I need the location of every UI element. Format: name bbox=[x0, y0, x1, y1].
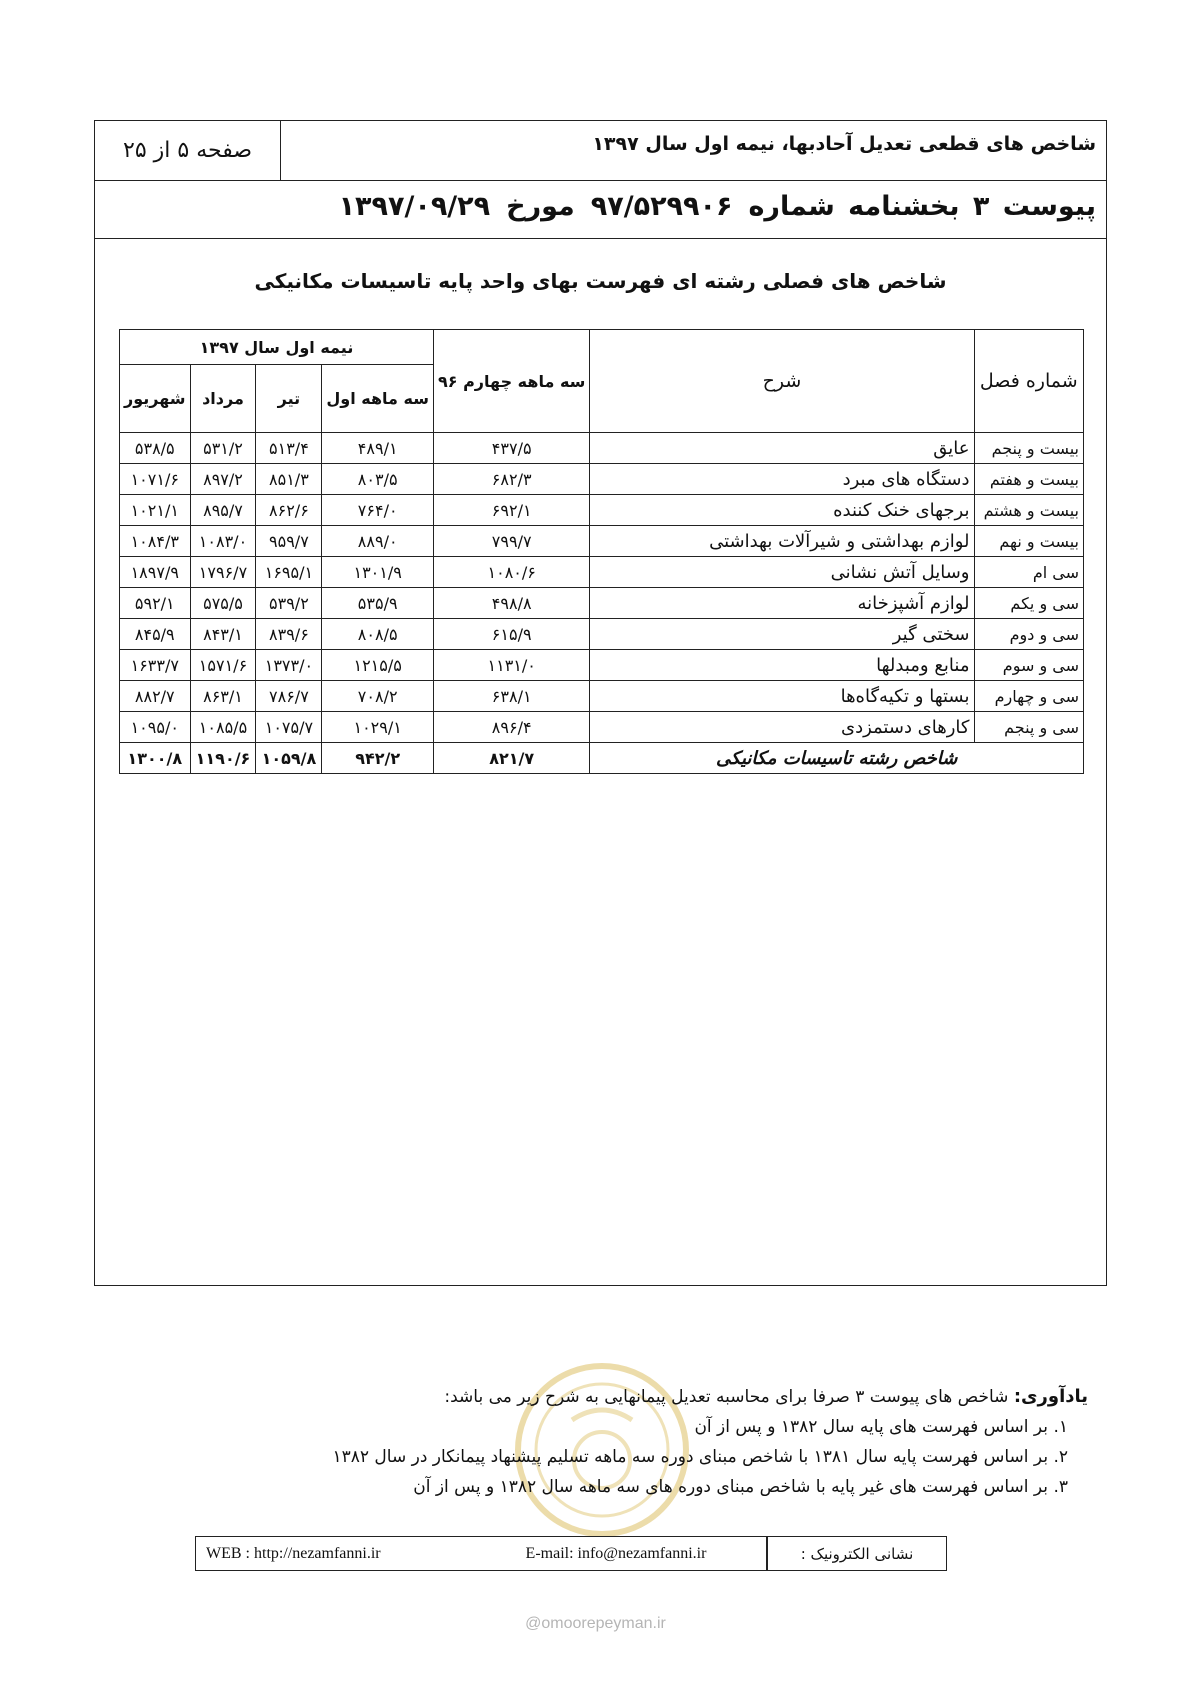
description-cell: بستها و تکیه‌گاه‌ها bbox=[590, 681, 974, 712]
q4-96-cell: ۱۱۳۱/۰ bbox=[433, 650, 589, 681]
q1-cell: ۸۰۳/۵ bbox=[322, 464, 434, 495]
total-label: شاخص رشته تاسیسات مکانیکی bbox=[590, 743, 1084, 774]
table-row bbox=[120, 495, 1084, 526]
table-row bbox=[120, 650, 1084, 681]
tir-cell: ۵۱۳/۴ bbox=[256, 433, 322, 464]
note-item: ۲. بر اساس فهرست پایه سال ۱۳۸۱ با شاخص مبنای دوره سه ماهه تسلیم پیشنهاد پیمانکار در سال ۱۳۸۲ bbox=[332, 1447, 1068, 1467]
table-row bbox=[120, 619, 1084, 650]
document-title: شاخص های قطعی تعدیل آحادبها، نیمه اول سال ۱۳۹۷ bbox=[592, 133, 1096, 155]
q1-cell: ۸۰۸/۵ bbox=[322, 619, 434, 650]
index-table bbox=[119, 329, 1084, 774]
table-row bbox=[120, 588, 1084, 619]
header-tir: تیر bbox=[256, 365, 322, 433]
announcement-prefix: پیوست ۳ بخشنامه شماره bbox=[748, 191, 1096, 222]
shahrivar-cell: ۱۶۳۳/۷ bbox=[120, 650, 191, 681]
table-row bbox=[120, 433, 1084, 464]
description-cell: منابع ومبدلها bbox=[590, 650, 974, 681]
q4-96-cell: ۶۱۵/۹ bbox=[433, 619, 589, 650]
mordad-cell: ۸۶۳/۱ bbox=[190, 681, 256, 712]
q1-cell: ۱۲۱۵/۵ bbox=[322, 650, 434, 681]
chapter-cell: سی و پنجم bbox=[974, 712, 1084, 743]
announcement-row bbox=[95, 181, 1106, 239]
chapter-cell: سی و چهارم bbox=[974, 681, 1084, 712]
description-cell: عایق bbox=[590, 433, 974, 464]
total-q1: ۹۴۲/۲ bbox=[322, 743, 434, 774]
notes-lead: یادآوری: bbox=[1013, 1386, 1088, 1407]
header-mordad: مرداد bbox=[190, 365, 256, 433]
email-link[interactable]: E-mail: info@nezamfanni.ir bbox=[466, 1537, 767, 1570]
shahrivar-cell: ۵۳۸/۵ bbox=[120, 433, 191, 464]
q4-96-cell: ۴۹۸/۸ bbox=[433, 588, 589, 619]
mordad-cell: ۱۵۷۱/۶ bbox=[190, 650, 256, 681]
mordad-cell: ۸۴۳/۱ bbox=[190, 619, 256, 650]
tir-cell: ۱۶۹۵/۱ bbox=[256, 557, 322, 588]
description-cell: دستگاه های مبرد bbox=[590, 464, 974, 495]
tir-cell: ۱۳۷۳/۰ bbox=[256, 650, 322, 681]
total-tir: ۱۰۵۹/۸ bbox=[256, 743, 322, 774]
q4-96-cell: ۶۳۸/۱ bbox=[433, 681, 589, 712]
announcement bbox=[323, 191, 1096, 222]
notes-intro-line bbox=[188, 1382, 1088, 1412]
header-chapter: شماره فصل bbox=[974, 330, 1084, 433]
chapter-cell: سی و دوم bbox=[974, 619, 1084, 650]
index-table-wrapper bbox=[119, 329, 1084, 774]
note-item: ۱. بر اساس فهرست های پایه سال ۱۳۸۲ و پس از آن bbox=[694, 1417, 1068, 1437]
chapter-cell: بیست و هفتم bbox=[974, 464, 1084, 495]
table-row bbox=[120, 557, 1084, 588]
mordad-cell: ۵۳۱/۲ bbox=[190, 433, 256, 464]
mordad-cell: ۱۰۸۳/۰ bbox=[190, 526, 256, 557]
tir-cell: ۵۳۹/۲ bbox=[256, 588, 322, 619]
chapter-cell: سی ام bbox=[974, 557, 1084, 588]
total-row bbox=[120, 743, 1084, 774]
mordad-cell: ۸۹۷/۲ bbox=[190, 464, 256, 495]
shahrivar-cell: ۵۹۲/۱ bbox=[120, 588, 191, 619]
q4-96-cell: ۶۸۲/۳ bbox=[433, 464, 589, 495]
q1-cell: ۷۰۸/۲ bbox=[322, 681, 434, 712]
description-cell: برجهای خنک کننده bbox=[590, 495, 974, 526]
q4-96-cell: ۷۹۹/۷ bbox=[433, 526, 589, 557]
notes-section bbox=[188, 1382, 1088, 1502]
description-cell: وسایل آتش نشانی bbox=[590, 557, 974, 588]
table-row bbox=[120, 681, 1084, 712]
table-row bbox=[120, 464, 1084, 495]
header-row bbox=[95, 121, 1106, 181]
table-body bbox=[120, 433, 1084, 774]
contact-label: نشانی الکترونیک : bbox=[767, 1537, 946, 1570]
tir-cell: ۱۰۷۵/۷ bbox=[256, 712, 322, 743]
q4-96-cell: ۱۰۸۰/۶ bbox=[433, 557, 589, 588]
q4-96-cell: ۴۳۷/۵ bbox=[433, 433, 589, 464]
page-number: صفحه ۵ از ۲۵ bbox=[95, 121, 281, 180]
mordad-cell: ۱۰۸۵/۵ bbox=[190, 712, 256, 743]
tir-cell: ۸۳۹/۶ bbox=[256, 619, 322, 650]
notes-intro: شاخص های پیوست ۳ صرفا برای محاسبه تعدیل پیمانهایی به شرح زیر می باشد: bbox=[444, 1387, 1009, 1407]
watermark-url: @omoorepeyman.ir bbox=[525, 1615, 666, 1632]
tir-cell: ۷۸۶/۷ bbox=[256, 681, 322, 712]
document-frame bbox=[94, 120, 1107, 1286]
table-row bbox=[120, 526, 1084, 557]
chapter-cell: سی و یکم bbox=[974, 588, 1084, 619]
q1-cell: ۱۰۲۹/۱ bbox=[322, 712, 434, 743]
header-q4-96: سه ماهه چهارم ۹۶ bbox=[433, 330, 589, 433]
shahrivar-cell: ۸۸۲/۷ bbox=[120, 681, 191, 712]
announcement-dated-label: مورخ bbox=[506, 191, 575, 222]
tir-cell: ۹۵۹/۷ bbox=[256, 526, 322, 557]
note-item: ۳. بر اساس فهرست های غیر پایه با شاخص مبنای دوره های سه ماهه سال ۱۳۸۲ و پس از آن bbox=[413, 1477, 1068, 1497]
table-title: شاخص های فصلی رشته ای فهرست بهای واحد پایه تاسیسات مکانیکی bbox=[254, 269, 947, 293]
chapter-cell: سی و سوم bbox=[974, 650, 1084, 681]
q1-cell: ۴۸۹/۱ bbox=[322, 433, 434, 464]
announcement-date: ۱۳۹۷/۰۹/۲۹ bbox=[338, 191, 491, 222]
q1-cell: ۷۶۴/۰ bbox=[322, 495, 434, 526]
shahrivar-cell: ۱۰۸۴/۳ bbox=[120, 526, 191, 557]
shahrivar-cell: ۱۰۲۱/۱ bbox=[120, 495, 191, 526]
header-first-half-1397: نیمه اول سال ۱۳۹۷ bbox=[120, 330, 434, 365]
shahrivar-cell: ۱۸۹۷/۹ bbox=[120, 557, 191, 588]
description-cell: لوازم بهداشتی و شیرآلات بهداشتی bbox=[590, 526, 974, 557]
table-row bbox=[120, 712, 1084, 743]
chapter-cell: بیست و هشتم bbox=[974, 495, 1084, 526]
total-mordad: ۱۱۹۰/۶ bbox=[190, 743, 256, 774]
chapter-cell: بیست و پنجم bbox=[974, 433, 1084, 464]
description-cell: سختی گیر bbox=[590, 619, 974, 650]
contact-box bbox=[195, 1536, 947, 1571]
q1-cell: ۱۳۰۱/۹ bbox=[322, 557, 434, 588]
tir-cell: ۸۶۲/۶ bbox=[256, 495, 322, 526]
q4-96-cell: ۶۹۲/۱ bbox=[433, 495, 589, 526]
shahrivar-cell: ۱۰۹۵/۰ bbox=[120, 712, 191, 743]
tir-cell: ۸۵۱/۳ bbox=[256, 464, 322, 495]
shahrivar-cell: ۸۴۵/۹ bbox=[120, 619, 191, 650]
website-link[interactable]: WEB : http://nezamfanni.ir bbox=[206, 1544, 381, 1562]
description-cell: لوازم آشپزخانه bbox=[590, 588, 974, 619]
header-q1: سه ماهه اول bbox=[322, 365, 434, 433]
header-description: شرح bbox=[590, 330, 974, 433]
mordad-cell: ۵۷۵/۵ bbox=[190, 588, 256, 619]
announcement-number: ۹۷/۵۲۹۹۰۶ bbox=[590, 191, 733, 222]
q1-cell: ۸۸۹/۰ bbox=[322, 526, 434, 557]
description-cell: کارهای دستمزدی bbox=[590, 712, 974, 743]
mordad-cell: ۱۷۹۶/۷ bbox=[190, 557, 256, 588]
q4-96-cell: ۸۹۶/۴ bbox=[433, 712, 589, 743]
q1-cell: ۵۳۵/۹ bbox=[322, 588, 434, 619]
shahrivar-cell: ۱۰۷۱/۶ bbox=[120, 464, 191, 495]
header-shahrivar: شهریور bbox=[120, 365, 191, 433]
chapter-cell: بیست و نهم bbox=[974, 526, 1084, 557]
mordad-cell: ۸۹۵/۷ bbox=[190, 495, 256, 526]
total-shahrivar: ۱۳۰۰/۸ bbox=[120, 743, 191, 774]
total-q4-96: ۸۲۱/۷ bbox=[433, 743, 589, 774]
